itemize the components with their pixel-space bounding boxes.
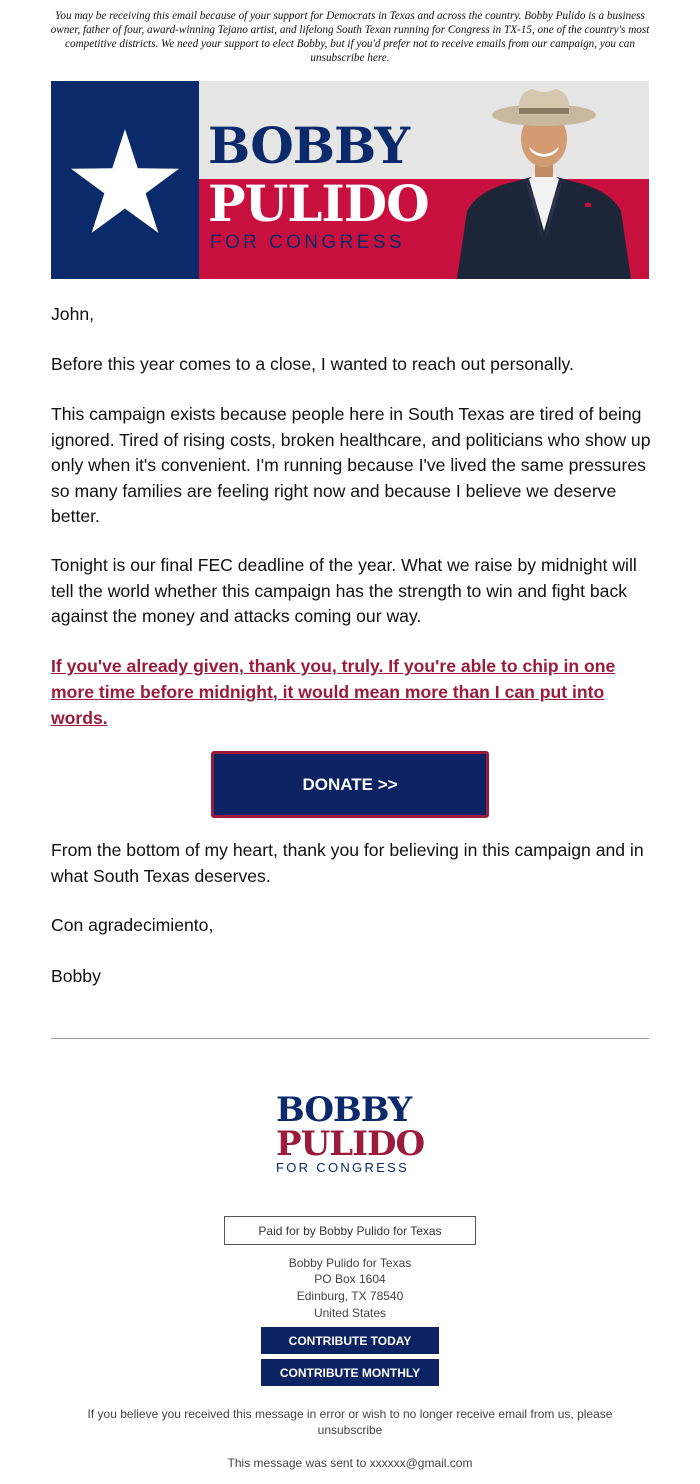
letter-greeting: John, <box>51 304 95 324</box>
paid-for-disclaimer: Paid for by Bobby Pulido for Texas <box>224 1216 476 1245</box>
footer-logo-subtitle: FOR CONGRESS <box>276 1160 410 1175</box>
footer-logo-first: BOBBY <box>276 1090 412 1130</box>
letter-signature: Bobby <box>51 966 101 986</box>
contribute-monthly-button[interactable]: CONTRIBUTE MONTHLY <box>261 1359 439 1386</box>
letter-paragraph-3: Tonight is our final FEC deadline of the year. What we raise by midnight will tell the world whether this campaign has the strength to win and fight back against the money and attacks coming our way. <box>51 555 637 626</box>
letter-paragraph-1: Before this year comes to a close, I wanted to reach out personally. <box>51 354 574 374</box>
letter-closing: Con agradecimiento, <box>51 915 214 935</box>
header-banner <box>51 81 649 279</box>
disclaimer-text: You may be receiving this email because of your support for Democrats in Texas and across the country. Bobby Pulido is a business owner, father of four, award-winning Tejano artist, and lifelong South Texan running for Congress in TX-15, one of the country's most competitive districts. We need your support to elect Bobby, but if you'd prefer not to receive emails from our campaign, you can unsubscribe here. <box>50 10 650 64</box>
address-line-3: Edinburg, TX 78540 <box>296 1289 404 1303</box>
footer-logo <box>276 1090 436 1175</box>
sent-to-note: This message was sent to xxxxxx@gmail.com <box>227 1456 473 1470</box>
banner-name-last: PULIDO <box>208 174 429 233</box>
address-line-2: PO Box 1604 <box>314 1272 386 1286</box>
banner-subtitle: FOR CONGRESS <box>210 232 405 253</box>
star-icon <box>71 129 179 233</box>
donation-appeal-link[interactable]: If you've already given, thank you, truly. If you're able to chip in one more time before midnight, it would mean more than I can put into words. <box>51 656 616 728</box>
donate-button[interactable]: DONATE >> <box>211 751 489 818</box>
letter-paragraph-4: From the bottom of my heart, thank you for believing in this campaign and in what South Texas deserves. <box>51 840 644 886</box>
footer-logo-last: PULIDO <box>276 1124 425 1164</box>
address-line-1: Bobby Pulido for Texas <box>288 1256 412 1270</box>
letter-paragraph-2: This campaign exists because people here in South Texas are tired of being ignored. Tired of rising costs, broken healthcare, and politicians who show up only when it's convenient. I'm running because I've lived the same pressures so many families are feeling right now and because I believe we deserve better. <box>51 404 651 526</box>
footer-divider <box>51 1038 649 1039</box>
contribute-today-button[interactable]: CONTRIBUTE TODAY <box>261 1327 439 1354</box>
candidate-photo <box>439 81 649 279</box>
unsubscribe-note[interactable]: If you believe you received this message in error or wish to no longer receive email from us, please unsubscribe <box>87 1407 613 1437</box>
address-line-4: United States <box>313 1306 387 1320</box>
banner-name-first: BOBBY <box>208 116 410 175</box>
